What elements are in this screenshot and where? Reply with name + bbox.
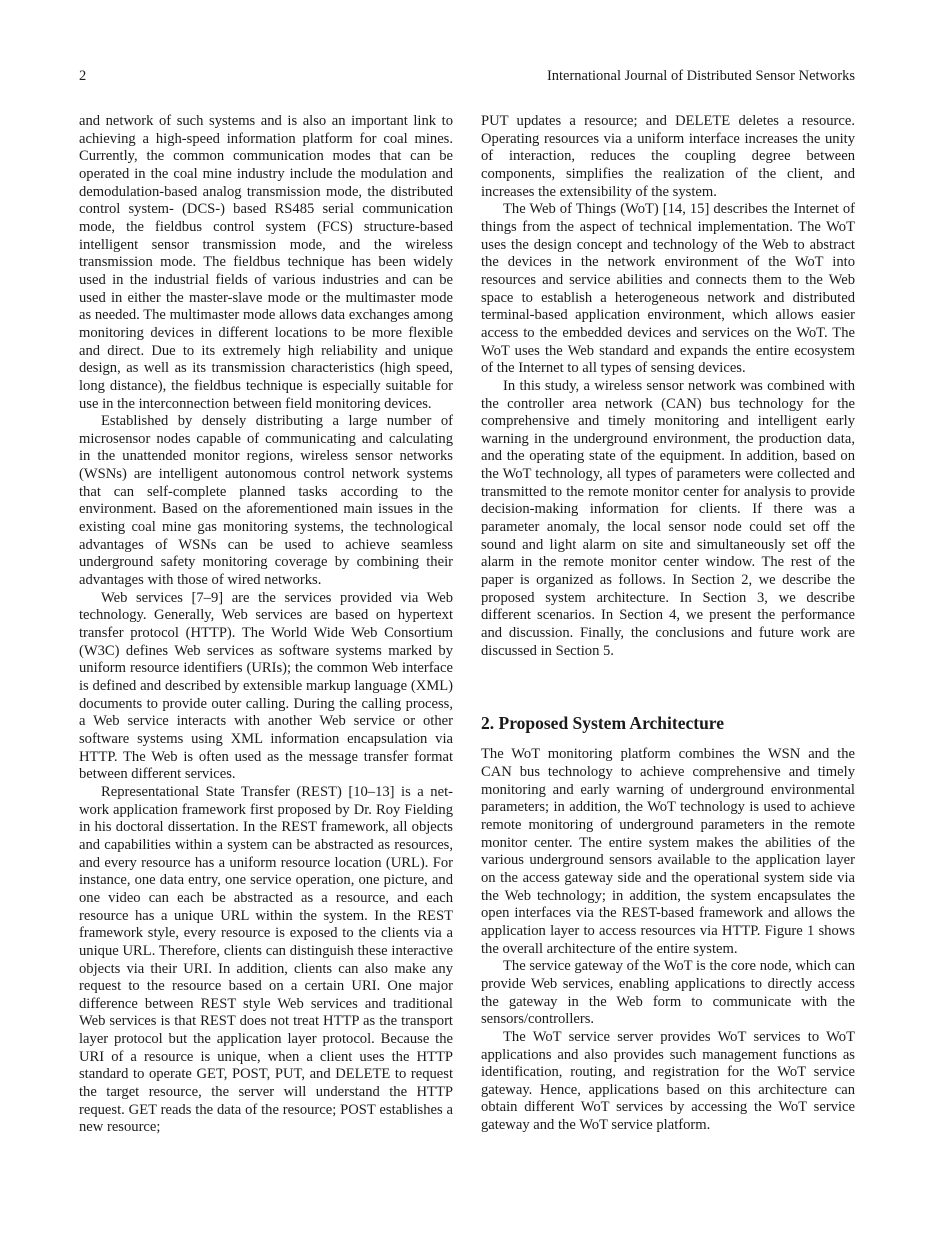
paragraph-continuation: and network of such systems and is also an important link to achieving a high-speed information platform for coal mines. Currently, the common communication modes that can be operated in the coal mine industry include the modulation and demodulation-based analog transmission mode, the distributed control system- (DCS-) based RS485 serial communication mode, the fieldbus control system (FCS) structure-based intelligent sensor transmission mode, and the wireless transmission mode. The fieldbus technique has been widely used in the industrial fields of various industries and can be used in either the master-slave mode or the multimaster mode as needed. The multimaster mode allows data exchanges among monitoring devices in different locations to be more flexible and direct. Due to its extremely high reliability and unique design, as well as its transmission characteristics (high speed, long distance), the fieldbus technique is especially suitable for use in the interconnection between field monitoring devices. [79, 113, 453, 412]
page-number: 2 [79, 68, 87, 84]
paragraph-this-study: In this study, a wireless sensor network was combined with the controller area network (CAN) bus technology for the comprehensive and timely monitoring and intelligent early warning in the underground environment, the production data, and the operating state of the equipment. In addition, based on the WoT technology, all types of parameters were collected and transmitted to the remote monitor center for analysis to provide decision-making information for clients. If there was a parameter anomaly, the local sensor node could set off the sound and light alarm on site and simultaneously set off the alarm in the remote monitor center window. The rest of the paper is organized as follows. In Section 2, we describe the proposed system architecture. In Section 3, we describe different scenarios. In Section 4, we present the performance and discussion. Finally, the conclusions and future work are discussed in Section 5. [481, 377, 855, 659]
paragraph-web-services: Web services [7–9] are the services provided via Web technology. Generally, Web services are based on hypertext transfer protocol (HTTP). The World Wide Web Consortium (W3C) defines Web services as software systems marked by uniform resource identifiers (URIs); the common Web interface is defined and described by extensible markup language (XML) documents to provide outer calling. During the calling process, a Web service interacts with another Web service or other software systems using XML information encapsulation via HTTP. The Web is often used as the message transfer format between different services. [79, 589, 453, 783]
paragraph-rest-continued: PUT updates a resource; and DELETE deletes a resource. Operating resources via a uniform interface increases the unity of interaction, reduces the coupling degree between components, simplifies the realization of the client, and increases the extensibility of the system. [481, 113, 855, 200]
left-column [79, 113, 453, 1137]
paragraph-service-server: The WoT service server provides WoT services to WoT applications and also provides such management functions as identification, routing, and registration for the WoT service gateway. Hence, applications based on this architecture can obtain different WoT services by accessing the WoT service gateway and the WoT service platform. [481, 1028, 855, 1134]
journal-title: International Journal of Distributed Sensor Networks [546, 68, 855, 84]
paragraph-service-gateway: The service gateway of the WoT is the core node, which can provide Web services, enabling applications to directly access the gateway in the Web form to communicate with the sensors/controllers. [481, 958, 855, 1028]
section-heading: 2. Proposed System Architecture [481, 713, 725, 734]
running-header [79, 66, 855, 86]
paragraph-wsn: Established by densely distributing a large number of microsensor nodes capable of communicating and calculating in the unattended monitor regions, wireless sensor networks (WSNs) are intelligent autonomous control network systems that can self-complete planned tasks according to the environment. Based on the aforementioned main issues in the existing coal mine gas monitoring systems, the technological advantages of WSNs can be used to achieve seamless underground safety monitoring coverage by combining their advantages with those of wired networks. [79, 413, 453, 589]
paragraph-rest: Representational State Transfer (REST) [10–13] is a network application framework first proposed by Dr. Roy Fielding in his doctoral dissertation. In the REST framework, all objects and capabilities within a system can be abstracted as resources, and every resource has a uniform resource location (URL). For instance, one data entry, one service operation, one picture, and one video can each be abstracted as a resource, and each resource has a unique URL within the system. In the REST framework style, every resource is exposed to the clients via a unique URL. Therefore, clients can distinguish these interactive objects via their URI. In addition, clients can also make any request to the resource based on a certain URI. One major difference between REST style Web services and traditional Web services is that REST does not treat HTTP as the transport layer protocol but the application layer protocol. Because the URI of a resource is unique, when a client uses the HTTP standard to operate GET, POST, PUT, and DELETE to request the target resource, the server will understand the HTTP request. GET reads the data of the resource; POST establishes a new resource; [79, 783, 453, 1136]
paragraph-wot: The Web of Things (WoT) [14, 15] describes the Internet of things from the aspect of technical implementation. The WoT uses the design concept and technology of the Web to abstract the devices in the network environment of the WoT into resources and service abilities and connects them to the Web space to establish a heterogeneous network and distributed terminal-based application environment, which allows easier access to the embedded devices and services on the WoT. The WoT uses the Web standard and expands the entire ecosystem of the Internet to all types of sensing devices. [481, 201, 855, 377]
right-column [481, 113, 855, 1135]
paragraph-architecture: The WoT monitoring platform combines the WSN and the CAN bus technology to achieve comprehensive and timely monitoring and early warning of underground environmental parameters; in addition, the WoT technology is used to achieve remote monitoring of underground parameters in the remote monitor center. The entire system makes the abilities of the various underground sensors available to the application layer on the access gateway side and the operational system side via the Web technology; in addition, the system encapsulates the open interfaces via the REST-based framework and allows the application layer to access resources via HTTP. Figure 1 shows the overall architecture of the entire system. [481, 746, 855, 957]
